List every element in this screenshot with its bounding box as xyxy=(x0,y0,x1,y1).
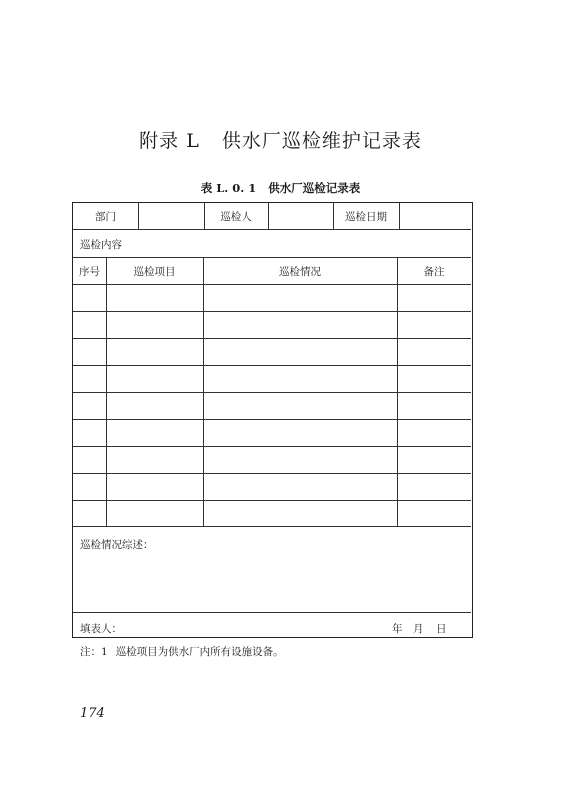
note-prefix: 注：1 xyxy=(80,646,108,658)
inspection-summary-label: 巡检情况综述： xyxy=(80,539,154,551)
appendix-label: 附录 L xyxy=(139,130,200,152)
note-text: 巡检项目为供水厂内所有设施设备。 xyxy=(115,646,284,658)
column-header-index: 序号 xyxy=(79,266,100,278)
column-header-condition: 巡检情况 xyxy=(279,266,321,278)
row-divider xyxy=(73,338,471,339)
row-divider xyxy=(73,311,471,312)
table-number: 表 L. 0. 1 xyxy=(200,181,257,195)
inspection-record-table xyxy=(72,202,473,638)
column-divider xyxy=(203,257,204,526)
column-divider xyxy=(106,257,107,526)
row-divider xyxy=(73,612,471,613)
table-caption xyxy=(0,180,561,196)
column-divider xyxy=(397,257,398,526)
row-divider xyxy=(73,257,471,258)
page-number: 174 xyxy=(80,706,105,721)
inspection-date-label: 巡检日期 xyxy=(345,211,387,223)
department-label: 部门 xyxy=(95,211,116,223)
column-header-remarks: 备注 xyxy=(423,266,445,278)
row-divider xyxy=(73,473,471,474)
appendix-title xyxy=(0,126,561,153)
table-title: 供水厂巡检记录表 xyxy=(268,181,361,195)
column-divider xyxy=(268,203,269,229)
table-note xyxy=(80,644,284,659)
row-divider xyxy=(73,392,471,393)
date-month-label: 月 xyxy=(413,623,424,635)
row-divider xyxy=(73,229,471,230)
column-divider xyxy=(399,203,400,229)
row-divider xyxy=(73,365,471,366)
appendix-title-text: 供水厂巡检维护记录表 xyxy=(221,130,422,152)
inspector-label: 巡检人 xyxy=(220,211,252,223)
row-divider xyxy=(73,284,471,285)
row-divider xyxy=(73,419,471,420)
date-day-label: 日 xyxy=(436,623,447,635)
column-header-item: 巡检项目 xyxy=(133,266,176,278)
date-year-label: 年 xyxy=(392,623,403,635)
row-divider xyxy=(73,526,471,527)
form-filler-label: 填表人： xyxy=(80,623,122,635)
row-divider xyxy=(73,446,471,447)
column-divider xyxy=(138,203,139,229)
inspection-content-label: 巡检内容 xyxy=(80,239,122,251)
row-divider xyxy=(73,500,471,501)
